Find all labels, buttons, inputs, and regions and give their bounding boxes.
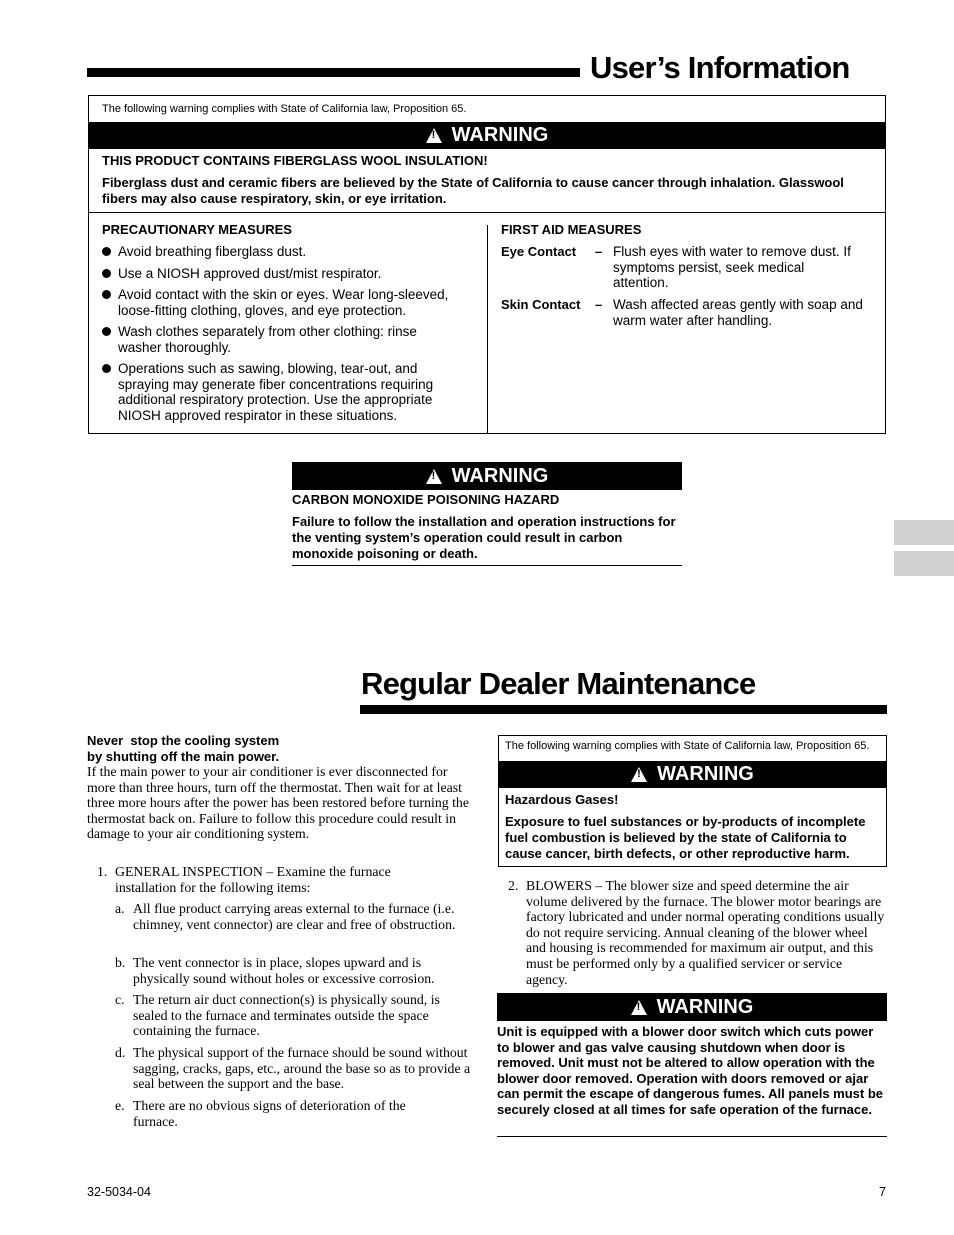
prop65-note: The following warning complies with State of California law, Proposition 65. (102, 103, 467, 115)
precautionary-title: PRECAUTIONARY MEASURES (102, 222, 292, 237)
subitem-label: d. (115, 1045, 126, 1060)
never-line-1: Never stop the cooling system (87, 733, 280, 748)
warning-label: WARNING (451, 124, 549, 146)
warning-label: WARNING (656, 995, 754, 1018)
maintenance-rule (360, 705, 887, 714)
subitem-label: c. (115, 992, 125, 1007)
warning-triangle-icon (426, 469, 442, 484)
co-bottom-rule (292, 565, 682, 566)
side-tab (894, 520, 954, 545)
fiberglass-body: Fiberglass dust and ceramic fibers are believed by the State of California to cause cancer through inhalation. Glasswool fibers may also cause respiratory, skin, or eye irritation. (102, 175, 844, 206)
list-item: Operations such as sawing, blowing, tear-out, and spraying may generate fiber concentrations requiring additional respiratory protection. Use the appropriate NIOSH approved respirator in these situations. (102, 361, 464, 423)
subitem-a (115, 901, 477, 932)
fiberglass-headline: THIS PRODUCT CONTAINS FIBERGLASS WOOL INSULATION! (102, 153, 488, 168)
subitem-c (115, 992, 477, 1039)
page-number: 7 (879, 1185, 886, 1199)
doc-number: 32-5034-04 (87, 1185, 151, 1199)
list-item: Avoid breathing fiberglass dust. (102, 244, 464, 260)
prop65-note: The following warning complies with State of California law, Proposition 65. (505, 740, 870, 752)
never-line-2: by shutting off the main power. (87, 749, 280, 764)
side-tab (894, 551, 954, 576)
item-2 (508, 878, 886, 987)
intro-paragraph: If the main power to your air conditioner is ever disconnected for more than three hours, turn off the thermostat. Then wait for at least three more hours after the power has been restored before turning the thermostat back on. Failure to follow this procedure could result in damage to your air conditioning system. (87, 764, 469, 842)
skin-contact-label: Skin Contact (501, 297, 581, 312)
skin-contact-text: Wash affected areas gently with soap and warm water after handling. (613, 297, 863, 328)
item-number: 2. (508, 878, 519, 893)
subitem-e (115, 1098, 477, 1129)
subitem-b (115, 955, 477, 986)
door-bottom-rule (497, 1136, 887, 1137)
subitem-text: All flue product carrying areas external to the furnace (i.e. chimney, vent connector) are clear and free of obstruction. (133, 901, 456, 932)
warning-banner (89, 122, 885, 149)
list-item: Wash clothes separately from other clothing: rinse washer thoroughly. (102, 324, 464, 355)
subitem-text: There are no obvious signs of deterioration of the furnace. (133, 1098, 406, 1129)
warning-triangle-icon (426, 128, 442, 143)
column-divider (487, 225, 488, 433)
prop65-fiberglass-box (88, 95, 886, 434)
subitem-text: The return air duct connection(s) is physically sound, is sealed to the furnace and terminates outside the space containing the furnace. (133, 992, 440, 1039)
co-body: Failure to follow the installation and operation instructions for the venting system’s operation could result in carbon monoxide poisoning or death. (292, 514, 676, 561)
list-item: Use a NIOSH approved dust/mist respirator. (102, 266, 464, 282)
gas-warning-box (498, 735, 887, 867)
subitem-label: e. (115, 1098, 125, 1113)
subitem-label: a. (115, 901, 125, 916)
eye-contact-text: Flush eyes with water to remove dust. If symptoms persist, seek medical attention. (613, 244, 851, 290)
subitem-text: The vent connector is in place, slopes upward and is physically sound without holes or excessive corrosion. (133, 955, 435, 986)
co-warning-banner (292, 462, 682, 490)
subitem-label: b. (115, 955, 126, 970)
warning-label: WARNING (451, 464, 549, 487)
item-number: 1. (97, 864, 108, 879)
header-rule (87, 68, 580, 77)
skin-contact-dash: – (595, 297, 603, 312)
first-aid-title: FIRST AID MEASURES (501, 222, 642, 237)
eye-contact-label: Eye Contact (501, 244, 577, 259)
door-warning-banner (497, 993, 887, 1021)
item-1 (97, 864, 477, 895)
co-headline: CARBON MONOXIDE POISONING HAZARD (292, 492, 560, 507)
subitem-d (115, 1045, 477, 1092)
eye-contact-dash: – (595, 244, 603, 259)
subitem-text: The physical support of the furnace should be sound without sagging, cracks, gaps, etc., around the base so as to provide a seal between the support and the base. (133, 1045, 471, 1092)
precautionary-list (102, 244, 464, 429)
warning-label: WARNING (657, 763, 754, 785)
gas-body: Exposure to fuel substances or by-products of incomplete fuel combustion is believed by the state of California to cause cancer, birth defects, or other reproductive harm. (505, 814, 866, 861)
list-item: Avoid contact with the skin or eyes. Wear long-sleeved, loose-fitting clothing, gloves, and eye protection. (102, 287, 464, 318)
maintenance-title: Regular Dealer Maintenance (361, 666, 756, 701)
item-text: GENERAL INSPECTION – Examine the furnace installation for the following items: (115, 864, 391, 895)
divider (89, 212, 885, 213)
page-title: User’s Information (590, 50, 850, 85)
gas-headline: Hazardous Gases! (505, 792, 619, 807)
warning-banner (499, 761, 886, 788)
warning-triangle-icon (631, 767, 647, 782)
item-text: BLOWERS – The blower size and speed determine the air volume delivered by the furnace. The blower motor bearings are factory lubricated and under normal operating conditions usually do not require servicing. Annual cleaning of the blower wheel and housing is recommended for maximum air output, and this must be performed only by a qualified servicer or service agency. (526, 878, 885, 987)
door-warning-body: Unit is equipped with a blower door switch which cuts power to blower and gas valve causing shutdown when door is removed. Unit must not be altered to allow operation with the blower door removed. Operation with doors removed or ajar can permit the escape of dangerous fumes. All panels must be securely closed at all times for safe operation of the furnace. (497, 1024, 884, 1117)
warning-triangle-icon (631, 1000, 647, 1015)
